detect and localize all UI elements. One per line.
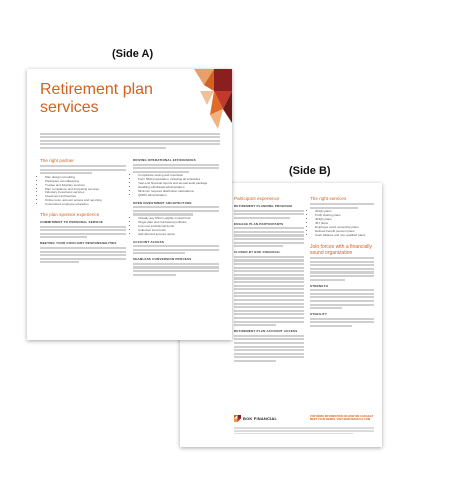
body-text-block	[40, 165, 126, 174]
right-partner-heading: The right partner	[40, 158, 74, 163]
efficiencies-list	[133, 174, 219, 197]
list-item: • Customized employee education	[45, 203, 126, 207]
list-item: • Cash balance and non-qualified plans	[315, 234, 374, 238]
join-forces-block	[310, 244, 374, 281]
fiduciary-subheading: MEETING YOUR FIDUCIARY RESPONSIBILITIES	[40, 241, 117, 246]
body-text-block	[40, 226, 126, 239]
side-a-right-column	[133, 155, 219, 277]
list-item: • Collective trust funds	[138, 229, 219, 233]
bok-financial-logo	[234, 415, 277, 422]
list-item: • Plan compliance and full testing services	[45, 188, 126, 192]
body-text-block	[234, 210, 304, 219]
body-text-block	[133, 245, 219, 254]
open-architecture-subheading: OPEN INVESTMENT ARCHITECTURE	[133, 200, 192, 205]
list-item: • Low-cost institutional funds	[138, 225, 219, 229]
list-item: • Plan design consulting	[45, 176, 126, 180]
list-item: • Profit sharing plans	[315, 214, 374, 218]
body-text-block	[234, 227, 304, 247]
body-text-block	[310, 318, 374, 327]
retirement-planning-subheading: RETIREMENT PLANNING PROGRAM	[234, 204, 292, 208]
strength-subheading: STRENGTH	[310, 283, 329, 288]
more-info-cta: FOR MORE INFORMATION ON HOW WE CAN HELP MEET YOUR NEEDS, VISIT BOKFINANCIAL.COM	[310, 415, 374, 422]
list-item: • Compliance testing and resolution	[138, 174, 219, 178]
side-a-label: (Side A)	[112, 48, 154, 60]
partner-services-list	[40, 176, 126, 207]
investment-options-list	[133, 217, 219, 237]
list-item: • Minimum required distribution calculations	[138, 190, 219, 194]
list-item: • Virtually any NSCC eligible mutual fund	[138, 217, 219, 221]
side-a-sheet	[27, 69, 232, 340]
closer-subheading: CLOSER BY BOK FINANCIAL	[234, 250, 281, 255]
body-text-block	[310, 289, 374, 309]
body-text-block	[310, 203, 374, 209]
conversion-subheading: SEAMLESS CONVERSION PROCESS	[133, 257, 192, 262]
logo-wordmark: BOK FINANCIAL	[243, 416, 278, 421]
plan-sponsor-heading: The plan sponsor experience	[40, 212, 100, 218]
list-item: • 403(b) plans	[315, 218, 374, 222]
list-item: • Trustee and fiduciary services	[45, 184, 126, 188]
account-access-subheading: ACCOUNT ACCESS	[133, 239, 165, 244]
operational-efficiencies-subheading: DRIVING OPERATIONAL EFFICIENCIES	[133, 158, 196, 162]
list-item: • 457 plans	[315, 222, 374, 226]
body-text-block	[133, 164, 219, 173]
body-text-block	[310, 257, 374, 281]
side-b-right-column	[310, 191, 374, 329]
body-text-block	[133, 206, 219, 215]
list-item: • Employee stock ownership plans	[315, 226, 374, 230]
list-item: • Form 5500 preparation, including all schedules	[138, 178, 219, 182]
account-access-subheading: RETIREMENT PLAN ACCOUNT ACCESS	[234, 329, 298, 334]
list-item: • Year-end financial reports and annual audit package	[138, 182, 219, 186]
engage-participants-subheading: ENGAGE PLAN PARTICIPANTS	[234, 221, 284, 226]
logo-mark-icon	[234, 415, 241, 422]
body-text-block	[40, 247, 126, 263]
side-b-label: (Side B)	[289, 165, 331, 177]
stability-subheading: STABILITY	[310, 312, 328, 317]
right-services-heading: The right services	[310, 196, 347, 201]
body-text-block	[234, 335, 304, 362]
body-text-block	[133, 263, 219, 276]
side-b-left-column	[234, 191, 304, 363]
participant-experience-heading: Participant experience	[234, 196, 280, 201]
list-item: • Investment architecture	[45, 195, 126, 199]
page-title: Retirement plan services	[40, 81, 153, 116]
list-item: • Self-directed account option	[138, 233, 219, 237]
list-item: • Online tools, account access and reporting	[45, 199, 126, 203]
list-item: • Handling withdrawal administration	[138, 186, 219, 190]
list-item: • 401(k) plans	[315, 210, 374, 214]
list-item: • Participant recordkeeping	[45, 180, 126, 184]
join-forces-heading: Join forces with a financially sound organization	[310, 243, 372, 256]
list-item: • QDRO administration	[138, 194, 219, 198]
geometric-decoration-icon	[180, 69, 232, 131]
services-list	[310, 210, 374, 237]
personal-service-subheading: COMMITMENT TO PERSONAL SERVICE	[40, 220, 104, 225]
list-item: • Defined benefit pension plans	[315, 230, 374, 234]
list-item: • Fiduciary investment services	[45, 191, 126, 195]
intro-paragraph	[40, 131, 220, 150]
body-text-block	[234, 256, 304, 326]
legal-footer	[234, 426, 374, 436]
side-a-left-column	[40, 153, 126, 265]
list-item: • Target date and risk-based portfolios	[138, 221, 219, 225]
